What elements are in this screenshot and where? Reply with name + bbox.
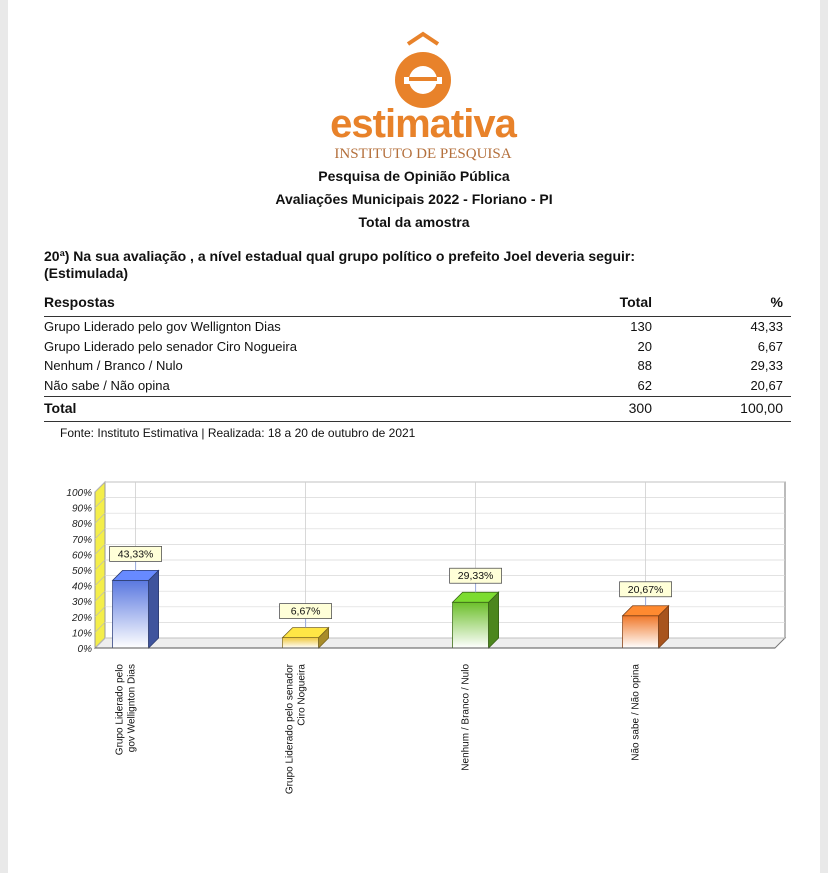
bar-front <box>623 616 659 648</box>
y-tick-label: 30% <box>71 597 92 609</box>
report-subtitle: Avaliações Municipais 2022 - Floriano - PI <box>275 191 553 207</box>
y-tick-label: 90% <box>71 503 92 515</box>
y-tick-label: 70% <box>71 534 92 546</box>
y-tick-label: 20% <box>71 612 92 624</box>
row-percent: 6,67 <box>757 339 783 354</box>
bar-chart <box>48 470 808 840</box>
table-row <box>44 378 791 397</box>
estimativa-logo <box>308 30 538 170</box>
logo-wordmark: estimativa <box>330 102 516 146</box>
x-tick-label: gov Wellignton Dias <box>126 664 138 753</box>
report-title: Pesquisa de Opinião Pública <box>318 168 510 184</box>
x-tick-label: Nenhum / Branco / Nulo <box>460 664 472 771</box>
bar-front <box>113 580 149 648</box>
x-tick-label: Grupo Liderado pelo senador <box>284 664 296 795</box>
data-label: 29,33% <box>457 570 494 583</box>
data-label: 6,67% <box>290 605 321 618</box>
total-label: Total <box>44 400 77 416</box>
total-count: 300 <box>628 400 652 416</box>
data-label: 43,33% <box>117 548 154 561</box>
row-percent: 20,67 <box>750 378 783 393</box>
table-row <box>44 358 791 377</box>
x-tick-label: Grupo Liderado pelo <box>114 664 126 756</box>
row-label: Nenhum / Branco / Nulo <box>44 358 183 373</box>
bar-front <box>283 638 319 648</box>
y-tick-label: 0% <box>77 644 92 655</box>
row-total: 20 <box>637 339 652 354</box>
data-label: 20,67% <box>627 583 664 596</box>
report-page <box>8 0 820 873</box>
question-type: (Estimulada) <box>44 265 129 281</box>
bar-front <box>453 602 489 648</box>
chart-floor <box>95 638 785 648</box>
header-total: Total <box>619 294 652 310</box>
row-percent: 43,33 <box>750 319 783 334</box>
header-responses: Respostas <box>44 294 115 310</box>
sample-label: Total da amostra <box>358 214 470 230</box>
logo-subtitle: INSTITUTO DE PESQUISA <box>334 146 512 162</box>
question-line: 20ª) Na sua avaliação , a nível estadual qual grupo político o prefeito Joel deveria seguir: <box>44 248 636 264</box>
total-percent: 100,00 <box>740 400 783 416</box>
bar-side <box>149 570 159 648</box>
divider <box>44 396 791 397</box>
row-total: 62 <box>637 378 652 393</box>
y-tick-label: 10% <box>71 628 92 640</box>
y-tick-label: 80% <box>71 519 92 531</box>
y-tick-label: 40% <box>71 581 92 593</box>
table-row <box>44 339 791 358</box>
row-total: 130 <box>630 319 652 334</box>
row-label: Grupo Liderado pelo senador Ciro Nogueira <box>44 339 297 354</box>
question-text <box>44 248 804 282</box>
y-tick-label: 50% <box>71 566 92 577</box>
header-percent: % <box>770 294 783 310</box>
row-percent: 29,33 <box>750 358 783 373</box>
row-total: 88 <box>637 358 652 373</box>
table-total-row <box>44 400 791 419</box>
table-row <box>44 319 791 338</box>
divider <box>44 421 791 422</box>
table-header <box>44 294 791 313</box>
x-tick-label: Não sabe / Não opina <box>630 664 642 761</box>
y-tick-label: 60% <box>71 550 92 562</box>
x-tick-label: Ciro Nogueira <box>296 664 308 726</box>
divider <box>44 316 791 317</box>
y-tick-label: 100% <box>66 488 92 499</box>
row-label: Não sabe / Não opina <box>44 378 170 393</box>
row-label: Grupo Liderado pelo gov Wellignton Dias <box>44 319 281 334</box>
source-note: Fonte: Instituto Estimativa | Realizada: 18 a 20 de outubro de 2021 <box>60 426 416 440</box>
